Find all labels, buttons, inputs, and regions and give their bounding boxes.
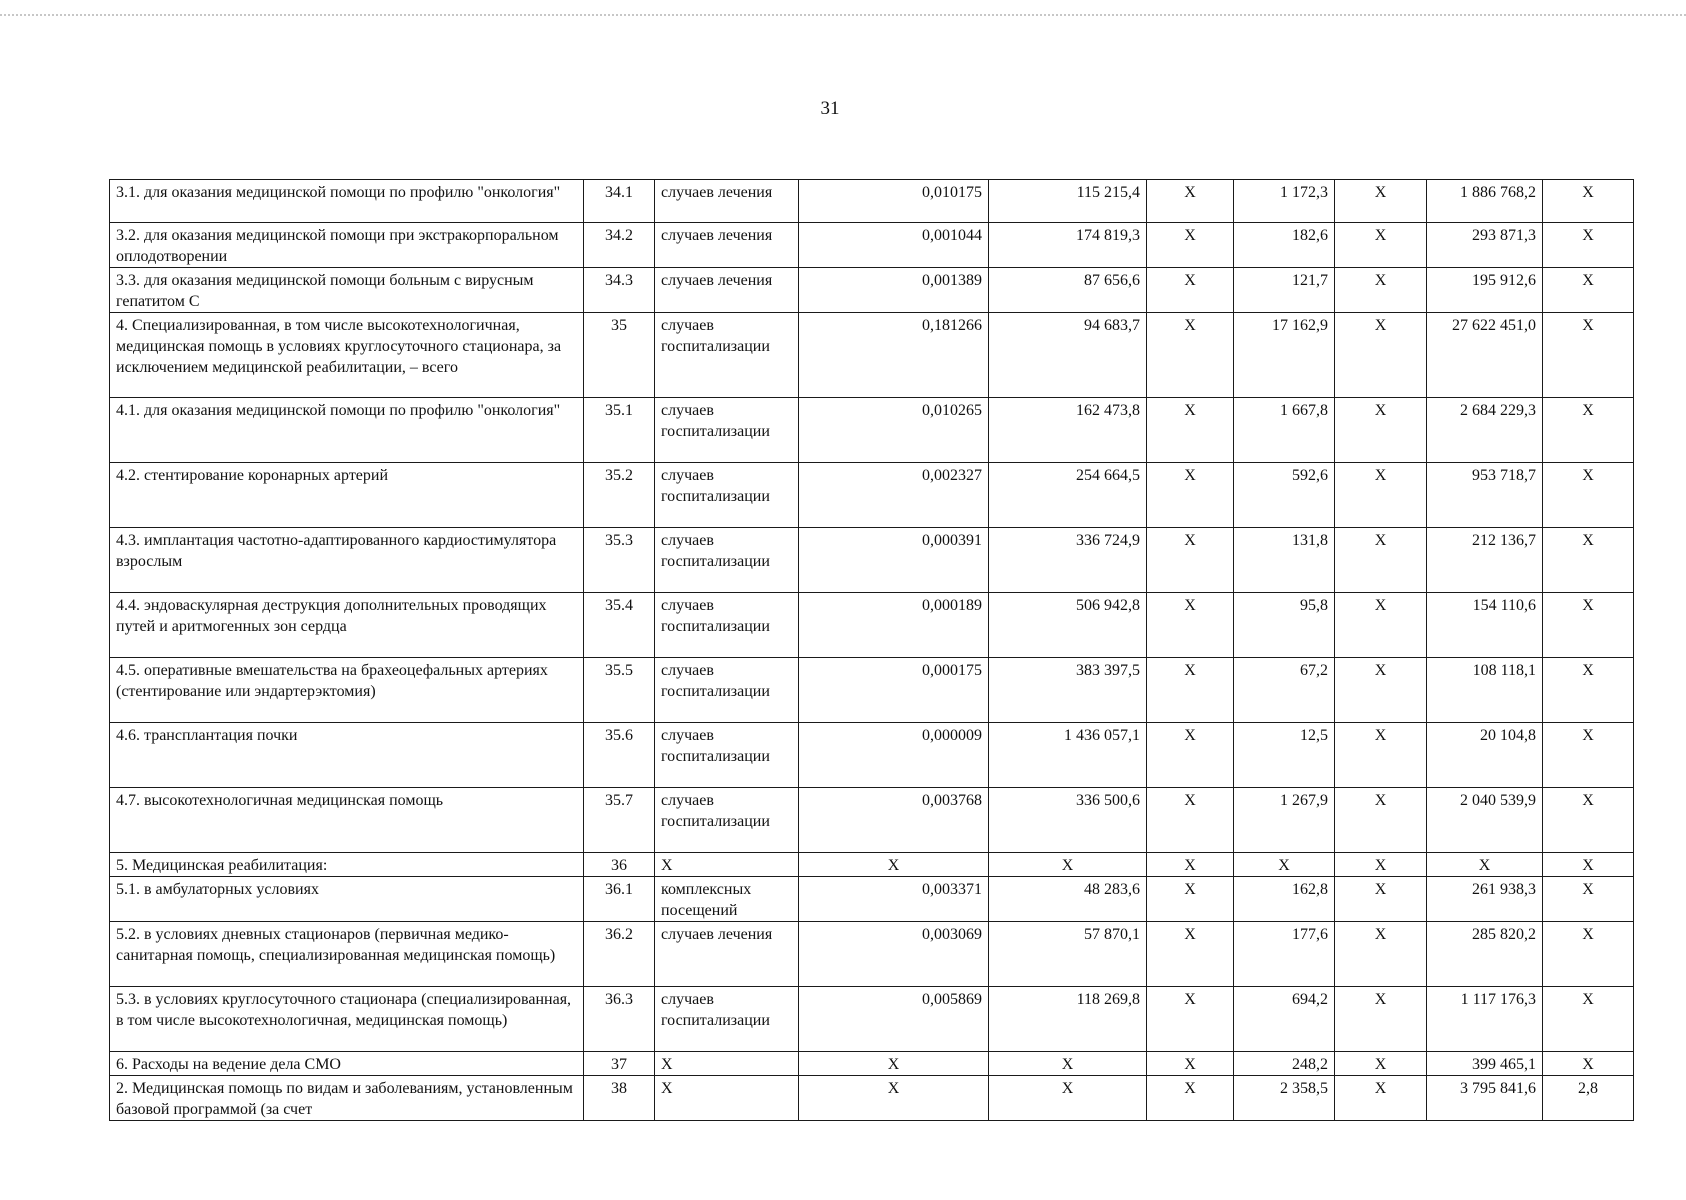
share-cell: Х — [1543, 922, 1634, 987]
cost-per-unit-cell: 87 656,6 — [989, 268, 1147, 313]
per-capita-cell: 131,8 — [1234, 528, 1335, 593]
unit-cell: случаев госпитализации — [655, 593, 799, 658]
row-number-cell: 38 — [584, 1076, 655, 1121]
cost-per-unit-cell: 254 664,5 — [989, 463, 1147, 528]
row-number-cell: 35.6 — [584, 723, 655, 788]
row-name-cell: 2. Медицинская помощь по видам и заболеваниям, установленным базовой программой (за счет — [110, 1076, 584, 1121]
unit-cell: Х — [655, 1052, 799, 1076]
share-cell: Х — [1543, 987, 1634, 1052]
unit-cell: Х — [655, 1076, 799, 1121]
share-cell: Х — [1543, 1052, 1634, 1076]
unit-cell: случаев госпитализации — [655, 658, 799, 723]
row-number-cell: 35.4 — [584, 593, 655, 658]
col6-cell: Х — [1147, 723, 1234, 788]
share-cell: Х — [1543, 853, 1634, 877]
table-row — [110, 463, 1634, 528]
rate-cell: 0,010265 — [799, 398, 989, 463]
per-capita-cell: 182,6 — [1234, 223, 1335, 268]
per-capita-cell: 17 162,9 — [1234, 313, 1335, 398]
per-capita-cell: 2 358,5 — [1234, 1076, 1335, 1121]
rate-cell: 0,003069 — [799, 922, 989, 987]
total-cost-cell: 1 886 768,2 — [1427, 180, 1543, 223]
col6-cell: Х — [1147, 1076, 1234, 1121]
cost-per-unit-cell: 383 397,5 — [989, 658, 1147, 723]
rate-cell: 0,000009 — [799, 723, 989, 788]
total-cost-cell: 195 912,6 — [1427, 268, 1543, 313]
table-row — [110, 528, 1634, 593]
col8-cell: Х — [1335, 528, 1427, 593]
total-cost-cell: Х — [1427, 853, 1543, 877]
per-capita-cell: 1 172,3 — [1234, 180, 1335, 223]
per-capita-cell: 177,6 — [1234, 922, 1335, 987]
per-capita-cell: 95,8 — [1234, 593, 1335, 658]
row-name-cell: 4.4. эндоваскулярная деструкция дополнительных проводящих путей и аритмогенных зон сердца — [110, 593, 584, 658]
table-row — [110, 723, 1634, 788]
col6-cell: Х — [1147, 1052, 1234, 1076]
col8-cell: Х — [1335, 987, 1427, 1052]
cost-per-unit-cell: Х — [989, 853, 1147, 877]
cost-per-unit-cell: 174 819,3 — [989, 223, 1147, 268]
share-cell: Х — [1543, 528, 1634, 593]
col6-cell: Х — [1147, 788, 1234, 853]
row-name-cell: 3.3. для оказания медицинской помощи больным с вирусным гепатитом С — [110, 268, 584, 313]
col8-cell: Х — [1335, 223, 1427, 268]
table-row — [110, 1076, 1634, 1121]
unit-cell: случаев госпитализации — [655, 723, 799, 788]
total-cost-cell: 285 820,2 — [1427, 922, 1543, 987]
unit-cell: случаев лечения — [655, 922, 799, 987]
total-cost-cell: 27 622 451,0 — [1427, 313, 1543, 398]
share-cell: Х — [1543, 788, 1634, 853]
share-cell: Х — [1543, 398, 1634, 463]
col8-cell: Х — [1335, 593, 1427, 658]
col6-cell: Х — [1147, 180, 1234, 223]
total-cost-cell: 3 795 841,6 — [1427, 1076, 1543, 1121]
row-name-cell: 5.2. в условиях дневных стационаров (первичная медико-санитарная помощь, специализированная медицинская помощь) — [110, 922, 584, 987]
row-number-cell: 35 — [584, 313, 655, 398]
table-row — [110, 987, 1634, 1052]
total-cost-cell: 293 871,3 — [1427, 223, 1543, 268]
unit-cell: случаев госпитализации — [655, 313, 799, 398]
table-row — [110, 788, 1634, 853]
rate-cell: 0,003768 — [799, 788, 989, 853]
row-number-cell: 36.1 — [584, 877, 655, 922]
row-number-cell: 36 — [584, 853, 655, 877]
cost-per-unit-cell: Х — [989, 1052, 1147, 1076]
total-cost-cell: 2 684 229,3 — [1427, 398, 1543, 463]
cost-per-unit-cell: 94 683,7 — [989, 313, 1147, 398]
row-name-cell: 3.2. для оказания медицинской помощи при экстракорпоральном оплодотворении — [110, 223, 584, 268]
col6-cell: Х — [1147, 987, 1234, 1052]
rate-cell: 0,010175 — [799, 180, 989, 223]
total-cost-cell: 212 136,7 — [1427, 528, 1543, 593]
cost-per-unit-cell: 48 283,6 — [989, 877, 1147, 922]
row-number-cell: 37 — [584, 1052, 655, 1076]
unit-cell: случаев госпитализации — [655, 788, 799, 853]
col8-cell: Х — [1335, 398, 1427, 463]
share-cell: Х — [1543, 223, 1634, 268]
row-name-cell: 4.1. для оказания медицинской помощи по профилю "онкология" — [110, 398, 584, 463]
col6-cell: Х — [1147, 528, 1234, 593]
row-name-cell: 4.2. стентирование коронарных артерий — [110, 463, 584, 528]
cost-per-unit-cell: Х — [989, 1076, 1147, 1121]
rate-cell: 0,000189 — [799, 593, 989, 658]
row-name-cell: 4.5. оперативные вмешательства на брахеоцефальных артериях (стентирование или эндартерэктомия) — [110, 658, 584, 723]
per-capita-cell: 1 667,8 — [1234, 398, 1335, 463]
col8-cell: Х — [1335, 1076, 1427, 1121]
row-name-cell: 4.6. трансплантация почки — [110, 723, 584, 788]
table-row — [110, 593, 1634, 658]
row-number-cell: 35.5 — [584, 658, 655, 723]
cost-per-unit-cell: 336 500,6 — [989, 788, 1147, 853]
share-cell: Х — [1543, 463, 1634, 528]
rate-cell: Х — [799, 853, 989, 877]
col8-cell: Х — [1335, 922, 1427, 987]
table-row — [110, 922, 1634, 987]
row-name-cell: 3.1. для оказания медицинской помощи по профилю "онкология" — [110, 180, 584, 223]
col6-cell: Х — [1147, 877, 1234, 922]
unit-cell: случаев госпитализации — [655, 463, 799, 528]
row-number-cell: 36.3 — [584, 987, 655, 1052]
col6-cell: Х — [1147, 223, 1234, 268]
cost-per-unit-cell: 1 436 057,1 — [989, 723, 1147, 788]
rate-cell: 0,005869 — [799, 987, 989, 1052]
col8-cell: Х — [1335, 180, 1427, 223]
table-row — [110, 877, 1634, 922]
table-row — [110, 853, 1634, 877]
unit-cell: случаев лечения — [655, 180, 799, 223]
row-number-cell: 36.2 — [584, 922, 655, 987]
row-name-cell: 6. Расходы на ведение дела СМО — [110, 1052, 584, 1076]
share-cell: Х — [1543, 877, 1634, 922]
col6-cell: Х — [1147, 658, 1234, 723]
col8-cell: Х — [1335, 1052, 1427, 1076]
cost-per-unit-cell: 336 724,9 — [989, 528, 1147, 593]
per-capita-cell: 121,7 — [1234, 268, 1335, 313]
per-capita-cell: 12,5 — [1234, 723, 1335, 788]
per-capita-cell: 248,2 — [1234, 1052, 1335, 1076]
share-cell: Х — [1543, 313, 1634, 398]
table-body — [110, 180, 1634, 1121]
rate-cell: 0,000175 — [799, 658, 989, 723]
row-name-cell: 5.3. в условиях круглосуточного стационара (специализированная, в том числе высокотехнологичная, медицинская помощь) — [110, 987, 584, 1052]
rate-cell: 0,001044 — [799, 223, 989, 268]
table-row — [110, 313, 1634, 398]
col6-cell: Х — [1147, 463, 1234, 528]
rate-cell: 0,001389 — [799, 268, 989, 313]
row-number-cell: 34.1 — [584, 180, 655, 223]
table-row — [110, 398, 1634, 463]
row-number-cell: 35.2 — [584, 463, 655, 528]
col8-cell: Х — [1335, 268, 1427, 313]
col6-cell: Х — [1147, 853, 1234, 877]
share-cell: Х — [1543, 658, 1634, 723]
rate-cell: 0,181266 — [799, 313, 989, 398]
col6-cell: Х — [1147, 593, 1234, 658]
per-capita-cell: 1 267,9 — [1234, 788, 1335, 853]
rate-cell: 0,002327 — [799, 463, 989, 528]
data-table — [109, 179, 1634, 1121]
total-cost-cell: 261 938,3 — [1427, 877, 1543, 922]
rate-cell: Х — [799, 1052, 989, 1076]
per-capita-cell: 67,2 — [1234, 658, 1335, 723]
share-cell: Х — [1543, 593, 1634, 658]
per-capita-cell: Х — [1234, 853, 1335, 877]
table-row — [110, 658, 1634, 723]
total-cost-cell: 20 104,8 — [1427, 723, 1543, 788]
cost-per-unit-cell: 162 473,8 — [989, 398, 1147, 463]
unit-cell: случаев лечения — [655, 223, 799, 268]
col8-cell: Х — [1335, 853, 1427, 877]
row-name-cell: 4. Специализированная, в том числе высокотехнологичная, медицинская помощь в условиях круглосуточного стационара, за исключением медицинской реабилитации, – всего — [110, 313, 584, 398]
row-number-cell: 34.3 — [584, 268, 655, 313]
total-cost-cell: 953 718,7 — [1427, 463, 1543, 528]
total-cost-cell: 154 110,6 — [1427, 593, 1543, 658]
page-number: 31 — [820, 98, 840, 119]
col8-cell: Х — [1335, 463, 1427, 528]
unit-cell: комплексных посещений — [655, 877, 799, 922]
share-cell: 2,8 — [1543, 1076, 1634, 1121]
row-name-cell: 4.3. имплантация частотно-адаптированного кардиостимулятора взрослым — [110, 528, 584, 593]
row-number-cell: 35.1 — [584, 398, 655, 463]
per-capita-cell: 694,2 — [1234, 987, 1335, 1052]
col8-cell: Х — [1335, 788, 1427, 853]
unit-cell: случаев госпитализации — [655, 528, 799, 593]
total-cost-cell: 1 117 176,3 — [1427, 987, 1543, 1052]
table-row — [110, 268, 1634, 313]
per-capita-cell: 162,8 — [1234, 877, 1335, 922]
row-name-cell: 5.1. в амбулаторных условиях — [110, 877, 584, 922]
cost-per-unit-cell: 506 942,8 — [989, 593, 1147, 658]
col8-cell: Х — [1335, 658, 1427, 723]
scan-edge-artifact — [0, 14, 1686, 16]
rate-cell: Х — [799, 1076, 989, 1121]
unit-cell: случаев госпитализации — [655, 987, 799, 1052]
total-cost-cell: 108 118,1 — [1427, 658, 1543, 723]
row-name-cell: 4.7. высокотехнологичная медицинская помощь — [110, 788, 584, 853]
unit-cell: случаев лечения — [655, 268, 799, 313]
share-cell: Х — [1543, 180, 1634, 223]
row-number-cell: 35.7 — [584, 788, 655, 853]
row-name-cell: 5. Медицинская реабилитация: — [110, 853, 584, 877]
col8-cell: Х — [1335, 313, 1427, 398]
col8-cell: Х — [1335, 723, 1427, 788]
table-container — [109, 179, 1633, 1121]
share-cell: Х — [1543, 723, 1634, 788]
per-capita-cell: 592,6 — [1234, 463, 1335, 528]
total-cost-cell: 2 040 539,9 — [1427, 788, 1543, 853]
cost-per-unit-cell: 118 269,8 — [989, 987, 1147, 1052]
cost-per-unit-cell: 115 215,4 — [989, 180, 1147, 223]
table-row — [110, 1052, 1634, 1076]
table-row — [110, 180, 1634, 223]
unit-cell: случаев госпитализации — [655, 398, 799, 463]
col8-cell: Х — [1335, 877, 1427, 922]
row-number-cell: 35.3 — [584, 528, 655, 593]
col6-cell: Х — [1147, 398, 1234, 463]
col6-cell: Х — [1147, 922, 1234, 987]
total-cost-cell: 399 465,1 — [1427, 1052, 1543, 1076]
col6-cell: Х — [1147, 268, 1234, 313]
rate-cell: 0,003371 — [799, 877, 989, 922]
rate-cell: 0,000391 — [799, 528, 989, 593]
row-number-cell: 34.2 — [584, 223, 655, 268]
col6-cell: Х — [1147, 313, 1234, 398]
cost-per-unit-cell: 57 870,1 — [989, 922, 1147, 987]
table-row — [110, 223, 1634, 268]
share-cell: Х — [1543, 268, 1634, 313]
unit-cell: Х — [655, 853, 799, 877]
